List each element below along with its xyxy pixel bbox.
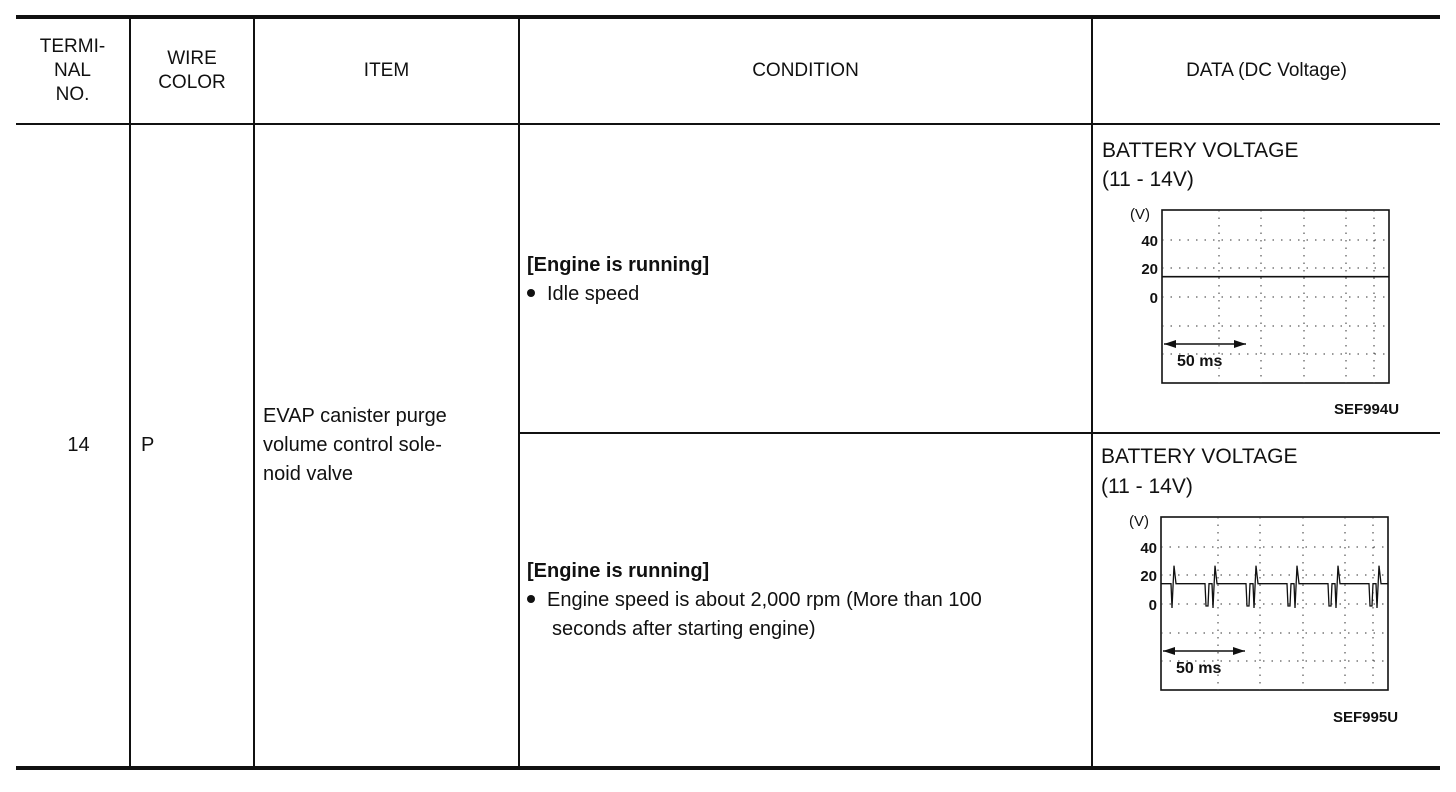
condition-1-bullet-text: Idle speed [547,283,640,305]
signal-trace [1161,566,1388,608]
bullet-icon [527,595,535,603]
row-divider-rule [519,432,1440,434]
axis-tick-label: 0 [1148,597,1157,614]
data-2-title: BATTERY VOLTAGE [1101,445,1298,468]
header-terminal-no: TERMI- NAL NO. [39,36,106,105]
arrow-left-icon [1164,340,1176,348]
data-1-range: (11 - 14V) [1102,168,1194,191]
arrow-right-icon [1233,647,1245,655]
condition-1 [527,251,709,309]
header-item: ITEM [363,60,410,81]
time-scale-label: 50 ms [1177,353,1223,370]
time-scale-label: 50 ms [1176,660,1222,677]
condition-2 [527,557,982,644]
voltage-waveform-graph-2 [1119,507,1399,697]
arrow-left-icon [1163,647,1175,655]
item-description: EVAP canister purge volume control sole- noid valve [263,405,447,485]
voltage-waveform-graph-1 [1120,200,1400,390]
axis-tick-label: 40 [1140,540,1157,557]
header-condition: CONDITION [752,60,859,81]
terminal-number: 14 [67,434,90,456]
axis-tick-label: 0 [1149,290,1158,307]
condition-2-bullet-item [527,586,982,615]
figure-code-2: SEF995U [1333,709,1399,726]
col-divider-3 [518,17,520,768]
data-2-range: (11 - 14V) [1101,475,1193,498]
col-divider-4 [1091,17,1093,768]
condition-2-bullet-continuation: seconds after starting engine) [552,618,816,640]
axis-tick-label: 40 [1141,233,1158,250]
table-bottom-rule [16,766,1440,770]
col-divider-1 [129,17,131,768]
col-divider-2 [253,17,255,768]
condition-1-title: [Engine is running] [527,254,710,276]
header-bottom-rule [16,123,1440,125]
arrow-right-icon [1234,340,1246,348]
axis-tick-label: 20 [1141,261,1158,278]
wire-color-value: P [141,434,155,456]
header-wire-color: WIRE COLOR [158,48,226,93]
bullet-icon [527,289,535,297]
figure-code-1: SEF994U [1334,401,1400,418]
data-1-title: BATTERY VOLTAGE [1102,139,1299,162]
header-data: DATA (DC Voltage) [1186,60,1347,81]
axis-unit-label: (V) [1130,206,1150,223]
axis-tick-label: 20 [1140,568,1157,585]
condition-2-bullet-text: Engine speed is about 2,000 rpm (More than 100 [547,589,982,611]
axis-unit-label: (V) [1129,513,1149,530]
condition-2-title: [Engine is running] [527,560,710,582]
condition-1-bullet-item [527,280,709,309]
